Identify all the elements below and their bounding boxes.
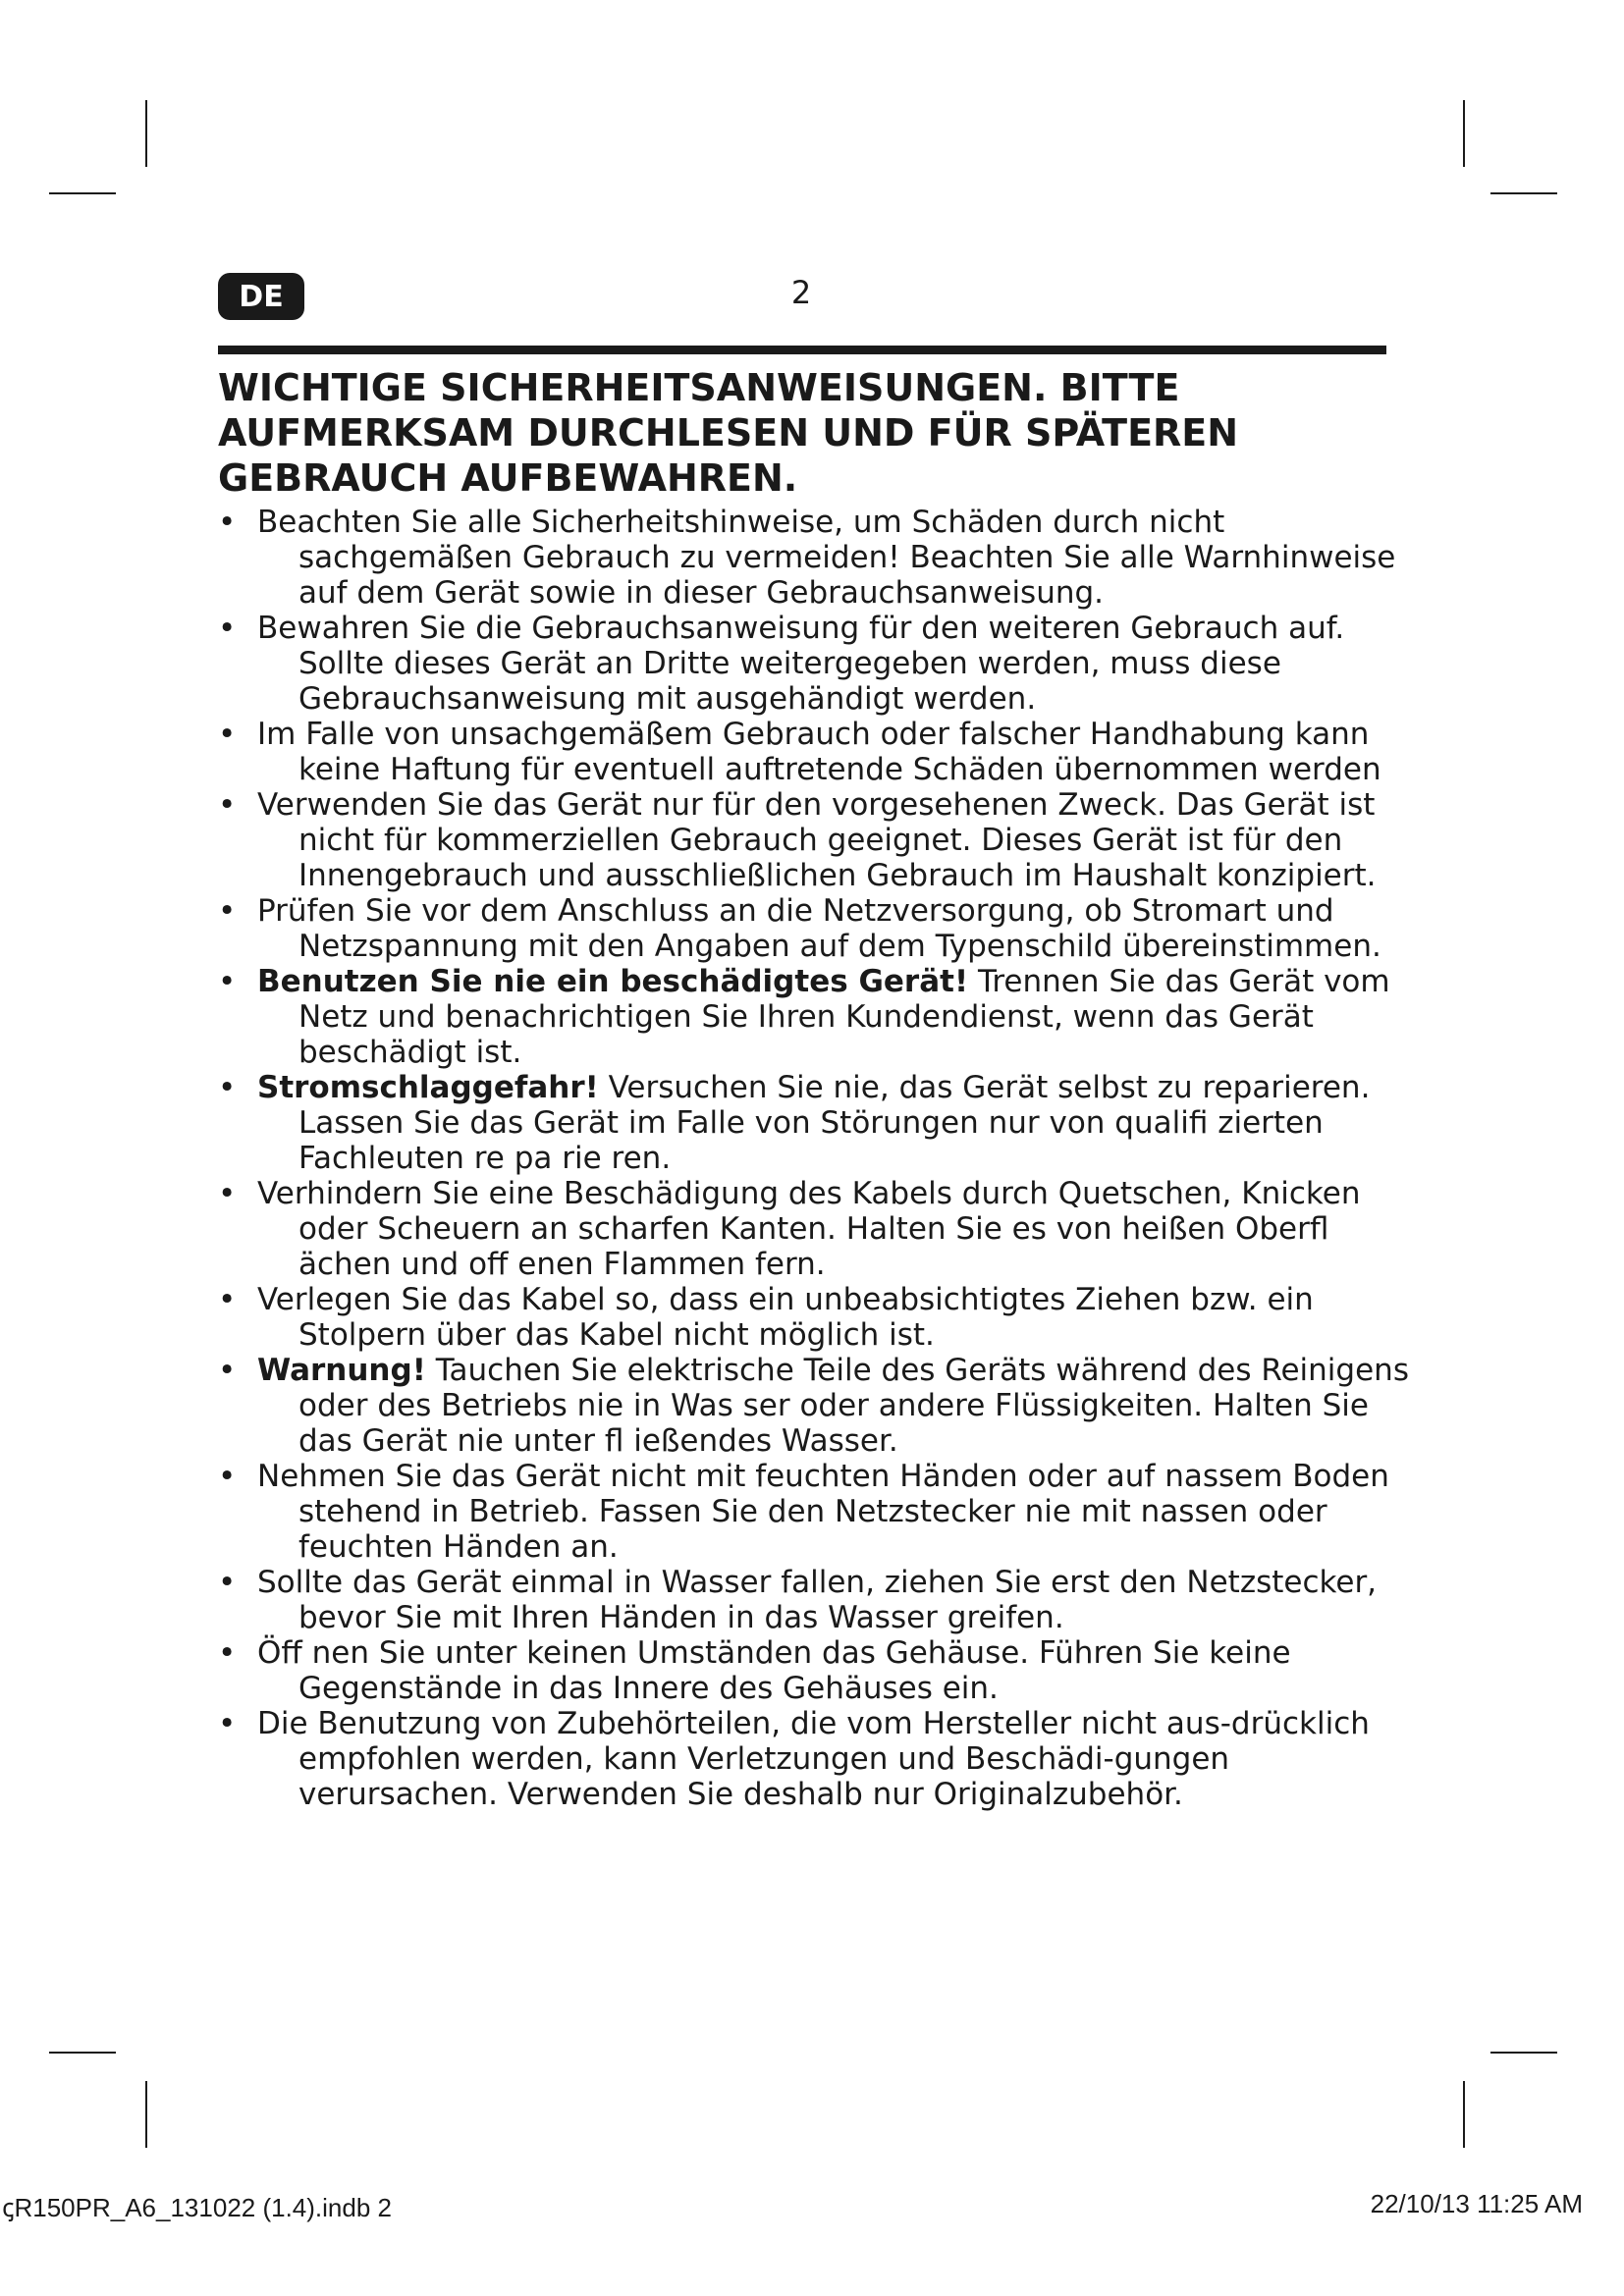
bullet-icon: • — [218, 1176, 237, 1211]
list-item — [218, 1706, 1411, 1812]
instruction-text: Bewahren Sie die Gebrauchsanweisung für den weiteren Gebrauch auf. Sollte dieses Gerät an Dritte weitergegeben werden, muss diese Gebrauchsanweisung mit ausgehändigt werden. — [257, 611, 1345, 717]
crop-mark-bottom-left-horizontal — [49, 2052, 116, 2054]
list-item — [218, 1353, 1411, 1459]
list-item — [218, 611, 1411, 717]
list-item — [218, 1176, 1411, 1282]
bullet-icon: • — [218, 1459, 237, 1494]
instruction-text: Tauchen Sie elektrische Teile des Geräts während des Reinigens oder des Betriebs nie in Was ser oder andere Flüssigkeiten. Halten Sie das Gerät nie unter fl ießendes Wasser. — [298, 1353, 1409, 1459]
bullet-icon: • — [218, 1353, 237, 1388]
footer-timestamp: 22/10/13 11:25 AM — [1370, 2189, 1583, 2218]
header-rule — [218, 346, 1386, 354]
footer-file-name: ꞔR150PR_A6_131022 (1.4).indb 2 — [2, 2193, 392, 2222]
instruction-text: Nehmen Sie das Gerät nicht mit feuchten Händen oder auf nassem Boden stehend in Betrieb. Fassen Sie den Netzstecker nie mit nassen oder feuchten Händen an. — [257, 1459, 1389, 1565]
list-item — [218, 893, 1411, 964]
crop-mark-top-left-horizontal — [49, 192, 116, 194]
instruction-text: Verlegen Sie das Kabel so, dass ein unbeabsichtigtes Ziehen bzw. ein Stolpern über das Kabel nicht möglich ist. — [257, 1282, 1314, 1353]
crop-mark-bottom-right-horizontal — [1490, 2052, 1557, 2054]
safety-instructions-list — [218, 505, 1411, 1812]
list-item — [218, 505, 1411, 611]
instruction-text: Beachten Sie alle Sicherheitshinweise, um Schäden durch nicht sachgemäßen Gebrauch zu vermeiden! Beachten Sie alle Warnhinweise auf dem Gerät sowie in dieser Gebrauchsanweisung. — [257, 505, 1396, 611]
bullet-icon: • — [218, 1565, 237, 1600]
list-item — [218, 1635, 1411, 1706]
instruction-emphasis: Warnung! — [257, 1353, 426, 1388]
instruction-text: Die Benutzung von Zubehörteilen, die vom Hersteller nicht aus-drücklich empfohlen werden, kann Verletzungen und Beschädi-gungen verursachen. Verwenden Sie deshalb nur Originalzubehör. — [257, 1706, 1370, 1812]
crop-mark-bottom-right-vertical — [1463, 2081, 1465, 2148]
instruction-text: Im Falle von unsachgemäßem Gebrauch oder falscher Handhabung kann keine Haftung für eventuell auftretende Schäden übernommen werden — [257, 717, 1381, 787]
list-item — [218, 1282, 1411, 1353]
list-item — [218, 1459, 1411, 1565]
instruction-text: Versuchen Sie nie, das Gerät selbst zu reparieren. Lassen Sie das Gerät im Falle von Störungen nur von qualifi zierten Fachleuten re pa rie ren. — [298, 1070, 1371, 1176]
instruction-text: Trennen Sie das Gerät vom Netz und benachrichtigen Sie Ihren Kundendienst, wenn das Gerät beschädigt ist. — [298, 964, 1390, 1070]
bullet-icon: • — [218, 964, 237, 999]
language-badge: DE — [218, 273, 304, 320]
list-item — [218, 1565, 1411, 1635]
crop-mark-bottom-left-vertical — [145, 2081, 147, 2148]
page-number: 2 — [790, 274, 812, 311]
instruction-emphasis: Benutzen Sie nie ein beschädigtes Gerät! — [257, 964, 969, 999]
instruction-emphasis: Stromschlaggefahr! — [257, 1070, 599, 1105]
instruction-text: Sollte das Gerät einmal in Wasser fallen, ziehen Sie erst den Netzstecker, bevor Sie mit Ihren Händen in das Wasser greifen. — [257, 1565, 1378, 1635]
bullet-icon: • — [218, 787, 237, 823]
crop-mark-top-right-horizontal — [1490, 192, 1557, 194]
bullet-icon: • — [218, 505, 237, 540]
list-item — [218, 1070, 1411, 1176]
instruction-text: Verwenden Sie das Gerät nur für den vorgesehenen Zweck. Das Gerät ist nicht für kommerziellen Gebrauch geeignet. Dieses Gerät ist für den Innengebrauch und ausschließlichen Gebrauch im Haushalt konzipiert. — [257, 787, 1377, 893]
bullet-icon: • — [218, 1070, 237, 1105]
bullet-icon: • — [218, 1706, 237, 1741]
bullet-icon: • — [218, 1635, 237, 1671]
instruction-text: Verhindern Sie eine Beschädigung des Kabels durch Quetschen, Knicken oder Scheuern an scharfen Kanten. Halten Sie es von heißen Oberfl ächen und off enen Flammen fern. — [257, 1176, 1361, 1282]
list-item — [218, 787, 1411, 893]
bullet-icon: • — [218, 717, 237, 752]
list-item — [218, 717, 1411, 787]
bullet-icon: • — [218, 1282, 237, 1317]
instruction-text: Prüfen Sie vor dem Anschluss an die Netzversorgung, ob Stromart und Netzspannung mit den Angaben auf dem Typenschild übereinstimmen. — [257, 893, 1381, 964]
list-item — [218, 964, 1411, 1070]
bullet-icon: • — [218, 611, 237, 646]
crop-mark-top-left-vertical — [145, 100, 147, 167]
page-title: WICHTIGE SICHERHEITSANWEISUNGEN. BITTE AUFMERKSAM DURCHLESEN UND FÜR SPÄTEREN GEBRAUCH AUFBEWAHREN. — [218, 366, 1239, 500]
instruction-text: Öff nen Sie unter keinen Umständen das Gehäuse. Führen Sie keine Gegenstände in das Innere des Gehäuses ein. — [257, 1635, 1291, 1706]
bullet-icon: • — [218, 893, 237, 929]
crop-mark-top-right-vertical — [1463, 100, 1465, 167]
